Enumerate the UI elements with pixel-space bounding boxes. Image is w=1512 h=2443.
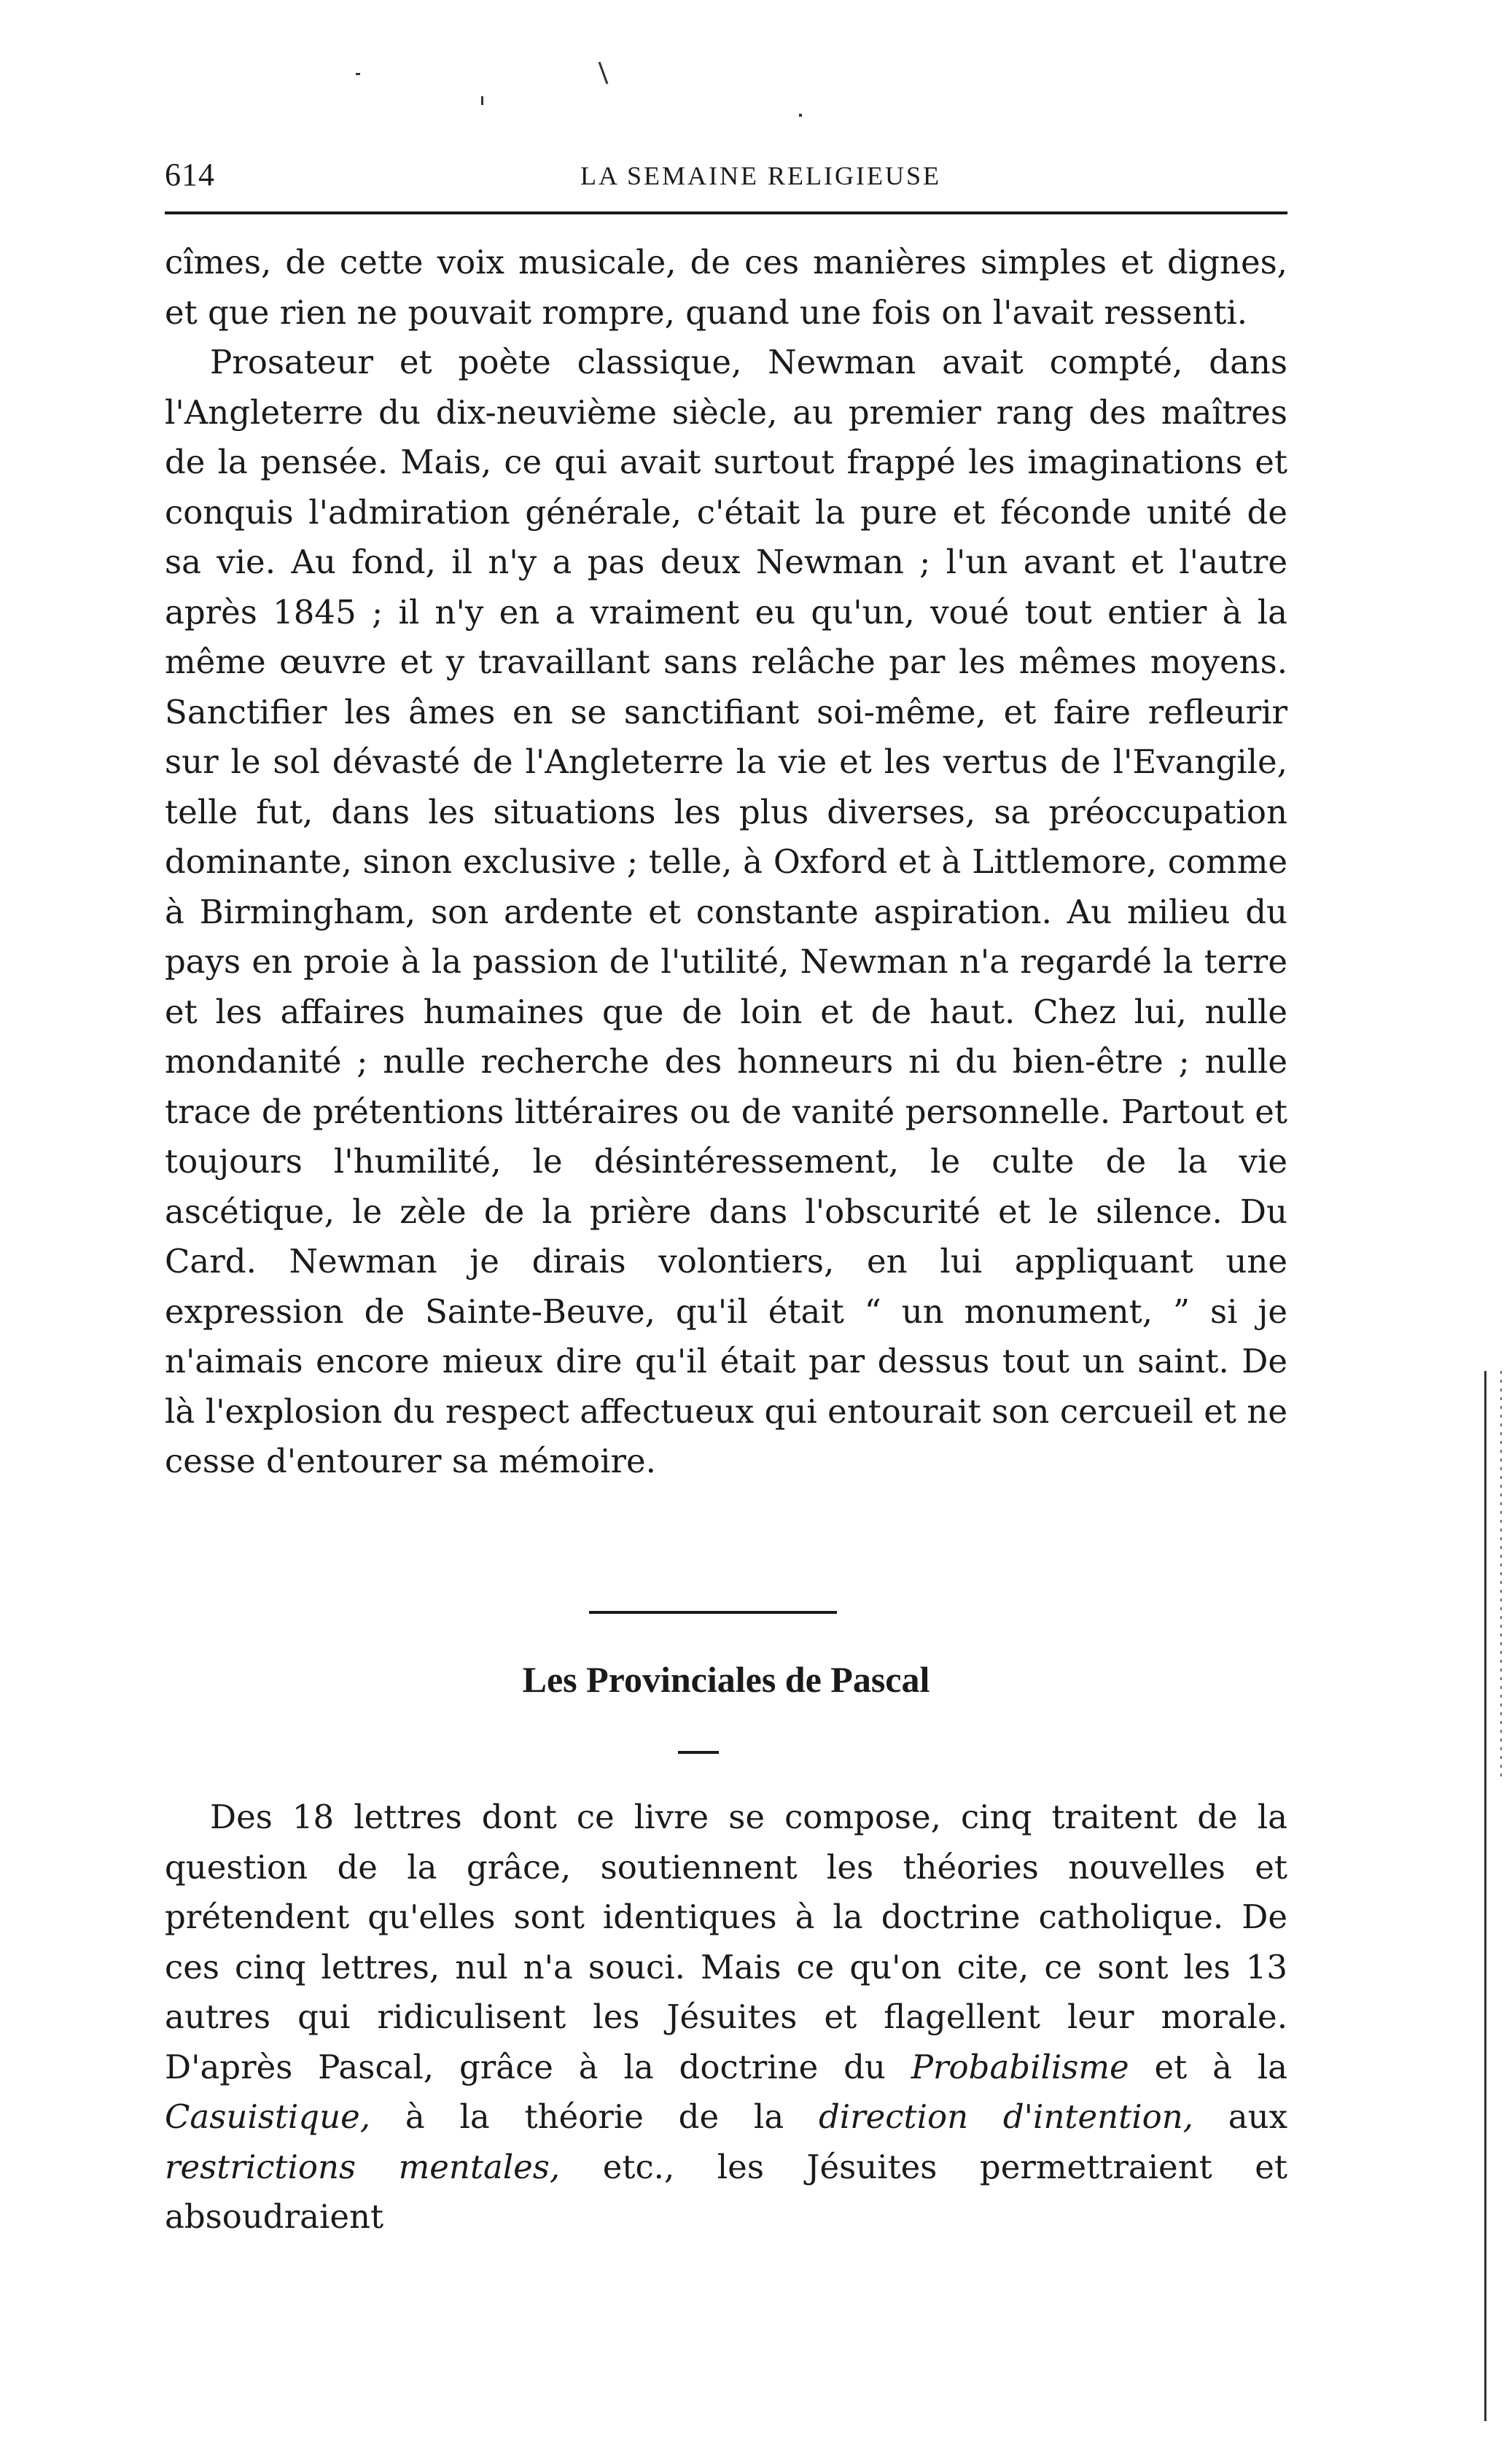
header-rule bbox=[165, 211, 1287, 214]
section-body bbox=[165, 1793, 1287, 2242]
italic-term: Probabilisme bbox=[911, 2047, 1129, 2086]
paragraph bbox=[165, 1793, 1287, 2242]
italic-term: restrictions mentales, bbox=[165, 2147, 561, 2186]
page-number: 614 bbox=[165, 157, 215, 193]
section-heading: Les Provinciales de Pascal bbox=[522, 1659, 930, 1700]
heading-dash bbox=[678, 1751, 719, 1754]
section-divider bbox=[589, 1611, 837, 1614]
article-body bbox=[165, 238, 1287, 1487]
text-run: etc., les Jésuites permettraient et absoudraient bbox=[165, 2147, 1287, 2236]
running-title: LA SEMAINE RELIGIEUSE bbox=[580, 161, 941, 190]
print-speck bbox=[799, 114, 802, 117]
page-header bbox=[165, 156, 1287, 203]
italic-term: Casuistique, bbox=[165, 2097, 371, 2136]
italic-term: direction d'intention, bbox=[818, 2097, 1193, 2136]
binding-dots bbox=[1500, 1371, 1502, 1779]
print-speck bbox=[599, 61, 609, 84]
text-run: à la théorie de la bbox=[370, 2097, 819, 2136]
text-run: Des 18 lettres dont ce livre se compose, cinq traitent de la question de la grâce, soutiennent les théories nouvelles et prétendent qu'elles sont identiques à la doctrine catholique. De ces cinq lettres, nul n'a souci. Mais ce qu'on cite, ce sont les 13 autres qui ridiculisent les Jésuites et flagellent leur morale. D'après Pascal, grâce à la doctrine du bbox=[165, 1798, 1287, 2086]
print-speck bbox=[356, 73, 360, 75]
binding-edge bbox=[1484, 1371, 1486, 2421]
paragraph: Prosateur et poète classique, Newman avait compté, dans l'Angleterre du dix-neuvième siècle, au premier rang des maîtres de la pensée. Mais, ce qui avait surtout frappé les imaginations et conquis l'admiration générale, c'était la pure et féconde unité de sa vie. Au fond, il n'y a pas deux Newman ; l'un avant et l'autre après 1845 ; il n'y en a vraiment eu qu'un, voué tout entier à la même œuvre et y travaillant sans relâche par les mêmes moyens. Sanctifier les âmes en se sanctifiant soi-même, et faire refleurir sur le sol dévasté de l'Angleterre la vie et les vertus de l'Evangile, telle fut, dans les situations les plus diverses, sa préoccupation dominante, sinon exclusive ; telle, à Oxford et à Littlemore, comme à Birmingham, son ardente et constante aspiration. Au milieu du pays en proie à la passion de l'utilité, Newman n'a regardé la terre et les affaires humaines que de loin et de haut. Chez lui, nulle mondanité ; nulle recherche des honneurs ni du bien-être ; nulle trace de prétentions littéraires ou de vanité personnelle. Partout et toujours l'humilité, le désintéressement, le culte de la vie ascétique, le zèle de la prière dans l'obscurité et le silence. Du Card. Newman je dirais volontiers, en lui appliquant une expression de Sainte-Beuve, qu'il était “ un monument, ” si je n'aimais encore mieux dire qu'il était par dessus tout un saint. De là l'explosion du respect affectueux qui entourait son cercueil et ne cesse d'entourer sa mémoire. bbox=[165, 343, 1287, 1480]
text-run: et à la bbox=[1129, 2047, 1287, 2086]
text-run: aux bbox=[1193, 2097, 1287, 2136]
print-speck bbox=[481, 96, 483, 105]
paragraph: cîmes, de cette voix musicale, de ces manières simples et dignes, et que rien ne pouvait rompre, quand une fois on l'avait ressenti. bbox=[165, 243, 1287, 332]
